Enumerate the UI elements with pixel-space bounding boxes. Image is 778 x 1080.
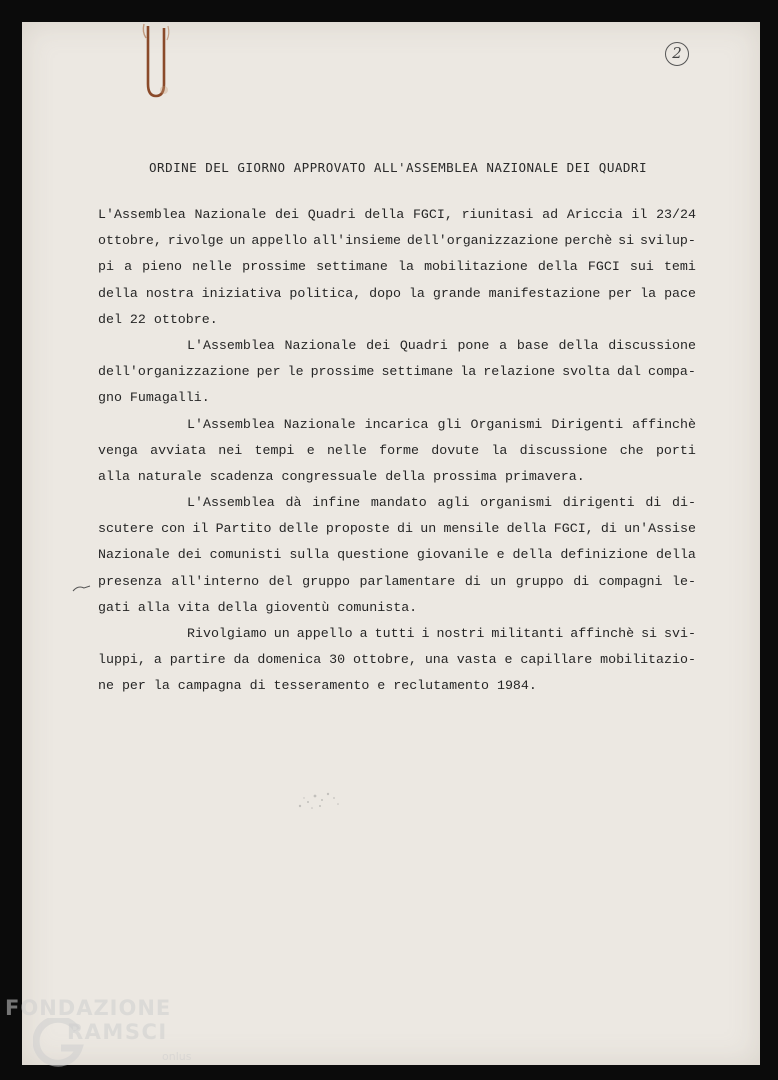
word: compa- <box>647 364 696 380</box>
word: pi <box>98 259 114 275</box>
word: tesseramento <box>273 678 370 694</box>
word: che <box>619 442 644 458</box>
word: dell'organizzazione <box>98 364 250 380</box>
word: del <box>268 573 293 589</box>
word: definizione <box>560 547 649 563</box>
word: la <box>408 285 425 301</box>
word: gati <box>98 599 130 615</box>
word: gioventù <box>265 599 330 615</box>
word: comunisti <box>209 547 282 563</box>
word: per <box>121 678 146 694</box>
word: da <box>233 652 250 668</box>
word: sui <box>629 259 654 275</box>
word: capillare <box>520 652 593 668</box>
word: i <box>421 626 430 641</box>
text-line <box>98 307 696 333</box>
word: dal <box>617 364 641 380</box>
word: di <box>645 495 662 511</box>
word: svilup- <box>640 233 696 249</box>
word: porti <box>655 442 696 458</box>
text-line <box>98 359 696 385</box>
word: alla <box>98 468 130 484</box>
word: della <box>558 337 599 353</box>
word: il <box>192 521 209 537</box>
watermark-line1: FONDAZIONE <box>5 996 172 1020</box>
word: per <box>256 364 281 380</box>
word: a <box>153 652 162 668</box>
word: relazione <box>483 364 556 380</box>
word: settimane <box>381 364 454 380</box>
word: Ariccia <box>566 207 623 222</box>
word: reclutamento <box>393 678 489 694</box>
word: alla <box>137 599 170 615</box>
word: si <box>618 233 635 249</box>
word: mandato <box>370 495 427 511</box>
word: nelle <box>326 442 367 458</box>
word: Quadri <box>307 207 356 222</box>
word: iniziativa <box>201 285 282 301</box>
word: e <box>306 442 315 458</box>
word: discussione <box>519 442 608 458</box>
word: luppi, <box>98 652 146 668</box>
word: nostra <box>145 285 194 301</box>
word: di <box>396 521 413 537</box>
word: discussione <box>608 337 696 353</box>
word: Partito <box>215 521 272 537</box>
word: ottobre, <box>98 233 162 249</box>
word: 30 <box>329 652 346 668</box>
word: organismi <box>480 495 552 511</box>
word: con <box>161 521 186 537</box>
margin-pencil-mark-icon <box>72 583 92 593</box>
text-line <box>98 281 696 307</box>
word: temi <box>663 259 696 275</box>
word: 22 <box>129 311 146 327</box>
document-title: ORDINE DEL GIORNO APPROVATO ALL'ASSEMBLEA NAZIONALE DEI QUADRI <box>149 160 647 175</box>
word: all'insieme <box>313 233 401 249</box>
word: di <box>249 678 266 694</box>
text-line <box>98 595 696 621</box>
word: ottobre. <box>153 311 218 327</box>
word: svi- <box>664 626 696 641</box>
word: campagna <box>177 678 242 694</box>
word: rivolge <box>167 233 224 249</box>
word: ad <box>542 207 559 222</box>
word: a <box>124 259 133 275</box>
page-number: 2 <box>665 42 689 66</box>
word: L'Assemblea <box>98 207 186 222</box>
word: la <box>460 364 477 380</box>
word: pieno <box>142 259 183 275</box>
text-line <box>98 385 696 411</box>
watermark-suffix: onlus <box>162 1050 192 1063</box>
word: un <box>229 233 246 249</box>
word: dà <box>285 495 302 511</box>
word: tutti <box>374 626 415 641</box>
word: partire <box>169 652 226 668</box>
word: incarica <box>364 416 429 432</box>
paperclip-icon <box>134 22 172 100</box>
word: un'Assise <box>624 521 696 537</box>
text-line <box>98 542 696 568</box>
word: prossime <box>310 364 375 380</box>
word: L'Assemblea <box>187 416 275 432</box>
word: ne <box>98 678 114 694</box>
watermark-line2: RAMSCI <box>67 1020 168 1044</box>
word: base <box>516 337 549 353</box>
text-line <box>98 412 696 438</box>
word: politica, <box>289 285 362 301</box>
text-line <box>98 333 696 359</box>
word: nostri <box>436 626 485 641</box>
text-line <box>98 490 696 516</box>
word: scadenza <box>209 468 274 484</box>
word: di <box>464 573 481 589</box>
text-line <box>98 621 696 647</box>
word: appello <box>251 233 308 249</box>
word: vita <box>177 599 210 615</box>
word: di <box>600 521 617 537</box>
fondazione-gramsci-watermark <box>5 996 195 1076</box>
word: della <box>217 599 258 615</box>
word: della <box>512 547 553 563</box>
word: dei <box>177 547 202 563</box>
text-line <box>98 569 696 595</box>
word: e <box>504 652 513 668</box>
word: la <box>491 442 508 458</box>
word: il <box>631 207 648 222</box>
word: della <box>656 547 696 563</box>
word: Dirigenti <box>551 416 624 432</box>
word: della <box>364 207 405 222</box>
word: tempi <box>254 442 295 458</box>
word: domenica <box>257 652 322 668</box>
word: settimane <box>316 259 388 275</box>
text-line <box>98 464 696 490</box>
word: Nazionale <box>194 207 267 222</box>
word: Fumagalli. <box>129 390 210 406</box>
word: forme <box>379 442 420 458</box>
word: e <box>377 678 386 694</box>
word: vasta <box>456 652 497 668</box>
word: questione <box>337 547 409 563</box>
word: gno <box>98 390 122 406</box>
word: un <box>420 521 437 537</box>
word: pone <box>457 337 490 353</box>
word: della <box>385 468 426 484</box>
word: la <box>640 285 657 301</box>
text-line <box>98 516 696 542</box>
word: una <box>424 652 449 668</box>
word: primavera. <box>504 468 585 484</box>
word: di <box>573 573 590 589</box>
word: comunista. <box>337 599 418 615</box>
text-line <box>98 647 696 673</box>
word: un <box>490 573 507 589</box>
word: infine <box>312 495 361 511</box>
word: affinchè <box>632 416 696 432</box>
word: dei <box>366 337 391 353</box>
word: venga <box>98 442 138 458</box>
word: riunitasi <box>461 207 534 222</box>
word: la <box>153 678 170 694</box>
text-line <box>98 202 696 228</box>
word: Organismi <box>470 416 543 432</box>
word: giovanile <box>416 547 489 563</box>
word: ottobre, <box>353 652 417 668</box>
word: militanti <box>491 626 564 641</box>
word: a <box>359 626 368 641</box>
word: gruppo <box>515 573 564 589</box>
word: sulla <box>289 547 330 563</box>
word: svolta <box>562 364 610 380</box>
word: si <box>641 626 658 641</box>
word: agli <box>437 495 470 511</box>
word: proposte <box>325 521 390 537</box>
word: FGCI <box>587 259 620 275</box>
word: delle <box>278 521 319 537</box>
word: nelle <box>192 259 233 275</box>
word: prossima <box>433 468 497 484</box>
word: parlamentare <box>359 573 456 589</box>
word: scutere <box>98 521 154 537</box>
word: manifestazione <box>488 285 601 301</box>
word: del <box>98 311 122 327</box>
word: della <box>98 285 138 301</box>
word: compagni <box>598 573 663 589</box>
document-page <box>22 22 760 1065</box>
text-line <box>98 254 696 280</box>
word: appello <box>296 626 353 641</box>
word: mensile <box>443 521 500 537</box>
word: congressuale <box>281 468 378 484</box>
text-line <box>98 438 696 464</box>
word: a <box>499 337 508 353</box>
word: dopo <box>369 285 402 301</box>
text-line <box>98 228 696 254</box>
word: grande <box>432 285 481 301</box>
word: Rivolgiamo <box>187 626 267 641</box>
word: le <box>287 364 304 380</box>
word: di- <box>672 495 696 511</box>
word: della <box>506 521 547 537</box>
word: per <box>608 285 633 301</box>
word: pace <box>664 285 696 301</box>
word: perchè <box>564 233 613 249</box>
ink-smudge-icon <box>290 784 350 814</box>
word: un <box>273 626 290 641</box>
word: FGCI, <box>553 521 594 537</box>
word: prossime <box>242 259 306 275</box>
document-body <box>98 202 696 700</box>
word: gruppo <box>302 573 351 589</box>
word: dell'organizzazione <box>406 233 559 249</box>
word: all'interno <box>171 573 260 589</box>
text-line <box>98 673 696 699</box>
word: mobilitazione <box>424 259 528 275</box>
word: le- <box>672 573 696 589</box>
word: dovute <box>431 442 480 458</box>
word: 1984. <box>496 678 537 694</box>
word: Nazionale <box>98 547 170 563</box>
word: Nazionale <box>284 337 357 353</box>
word: avviata <box>150 442 207 458</box>
word: dirigenti <box>562 495 635 511</box>
word: FGCI, <box>412 207 453 222</box>
word: nei <box>218 442 243 458</box>
word: dei <box>275 207 299 222</box>
word: naturale <box>137 468 202 484</box>
word: affinchè <box>570 626 635 641</box>
word: della <box>537 259 578 275</box>
word: L'Assemblea <box>187 495 275 511</box>
word: Nazionale <box>283 416 356 432</box>
word: e <box>496 547 505 563</box>
word: la <box>398 259 414 275</box>
word: presenza <box>98 573 162 589</box>
word: 23/24 <box>656 207 696 222</box>
word: L'Assemblea <box>187 337 275 353</box>
word: gli <box>437 416 462 432</box>
word: mobilitazio- <box>600 652 696 668</box>
word: Quadri <box>399 337 448 353</box>
